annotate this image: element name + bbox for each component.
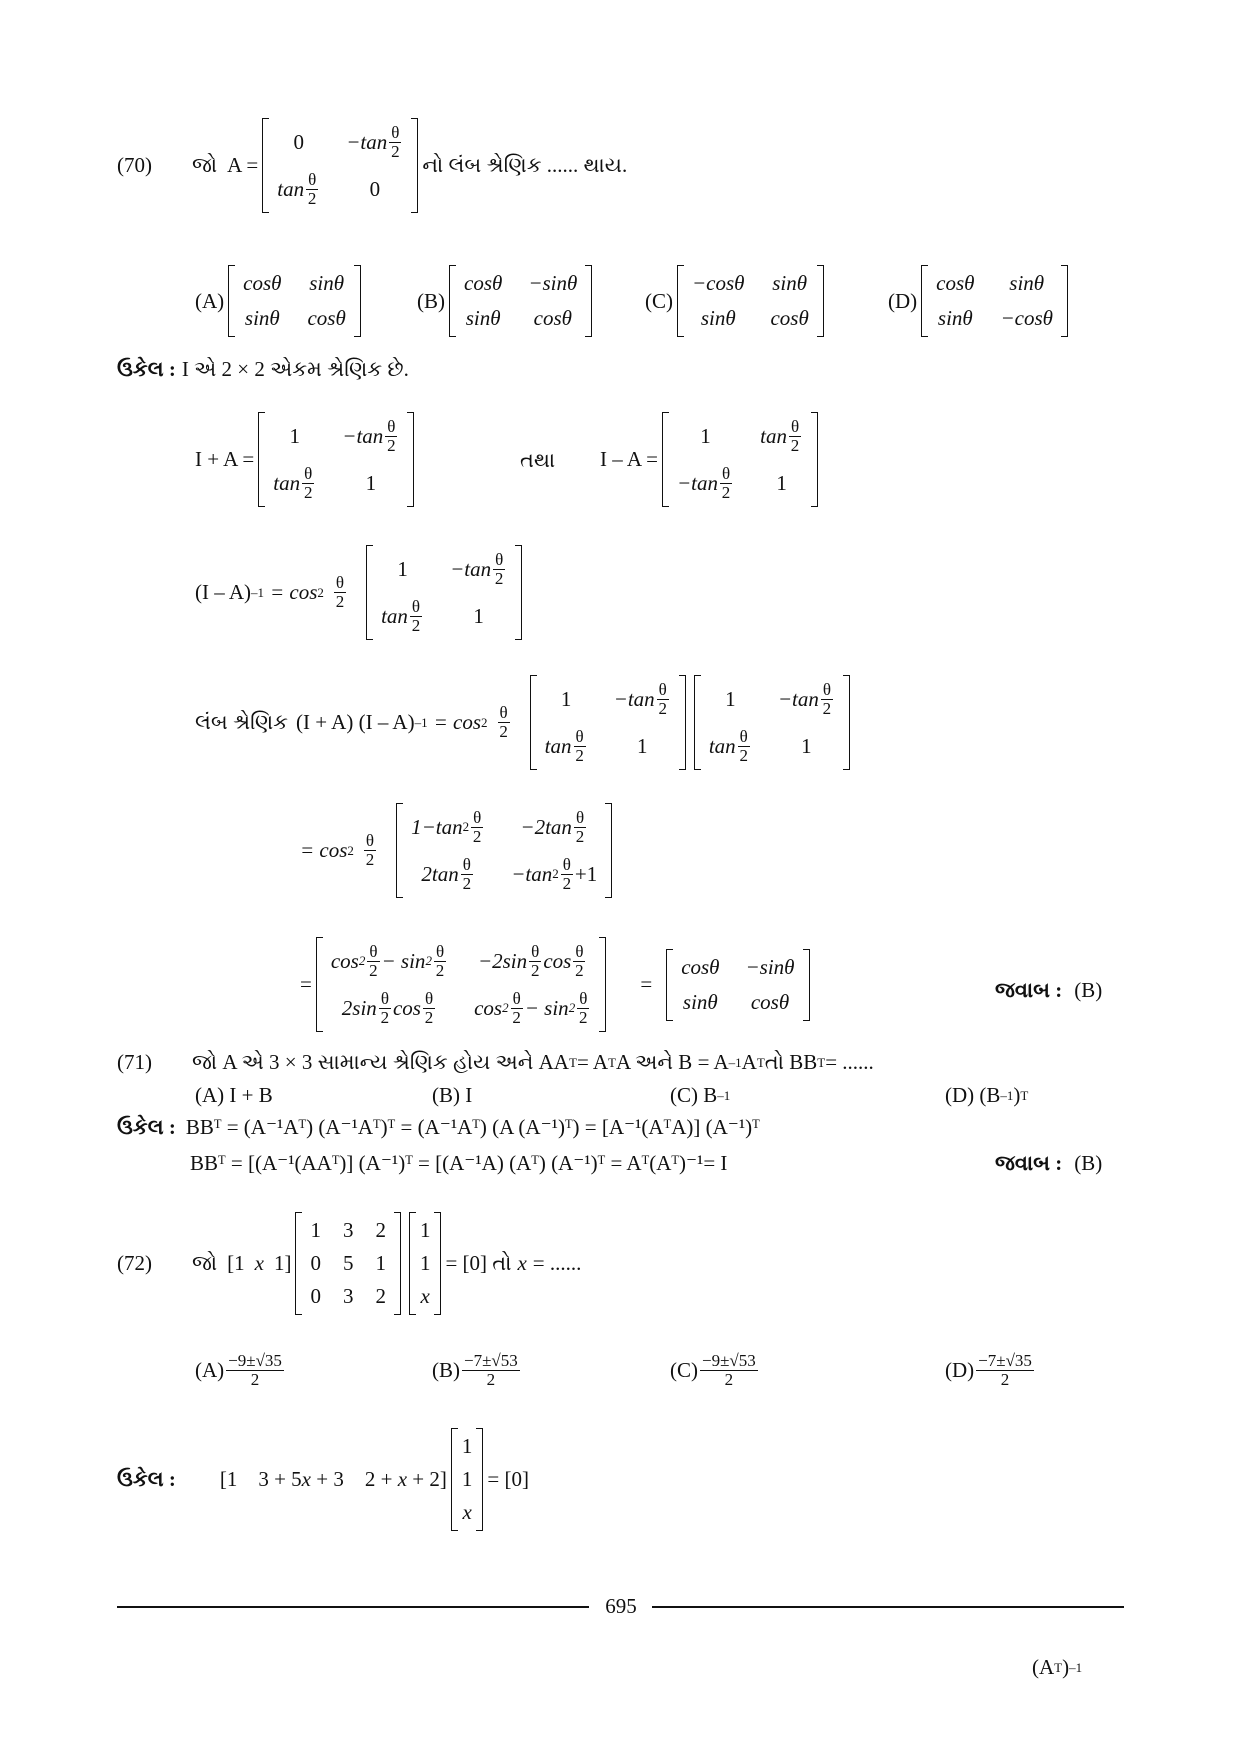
q71-option-c: (C) B –1 <box>670 1083 731 1107</box>
sol70-inverse: (I – A) –1 = cos 2 $\frac{\theta}{2}$ 1 −tan $\frac{\theta}{2}$ tan $\frac{\theta}{2}$ 1 <box>195 545 526 640</box>
sol70-ukel-label: ઉકેલ : <box>117 357 176 381</box>
q71-solution-line1: ઉકેલ : BBᵀ = (A⁻¹Aᵀ) (A⁻¹Aᵀ)ᵀ = (A⁻¹Aᵀ) (A (A⁻¹)ᵀ) = [A⁻¹(AᵀA)] (A⁻¹)ᵀ <box>117 1115 760 1139</box>
q70-matrix-a: 0 −tan $\frac{\theta}{2}$ tan $\frac{\theta}{2}$ 0 <box>262 118 418 213</box>
footer-corner-note: (A T ) –1 <box>1032 1655 1083 1679</box>
q70-jo: જો <box>192 153 218 178</box>
q70-option-a: (A) cosθ sinθ sinθ cosθ <box>195 265 365 337</box>
q70-m10: tan <box>277 176 305 201</box>
q72-matrix-cell-2: 2 <box>375 1218 386 1242</box>
q71-option-d: (D) (B –1 ) T <box>945 1083 1029 1107</box>
q72-matrix-cell-5: 1 <box>375 1251 386 1275</box>
q72-column-cell-1: 1 <box>419 1251 431 1275</box>
q70-m01: −tan <box>346 129 388 154</box>
q72-matrix-cell-0: 1 <box>310 1218 321 1242</box>
footer-rule-left <box>117 1606 589 1608</box>
q72-column-cell-0: 1 <box>419 1218 431 1242</box>
q71-solution-line2: BBᵀ = [(A⁻¹(AAᵀ)] (A⁻¹)ᵀ = [(A⁻¹A) (Aᵀ) (A⁻¹)ᵀ = Aᵀ(Aᵀ)⁻¹= I <box>190 1151 728 1175</box>
q72-option-a: (A) $\frac{-9\pm√35}{2}$ <box>195 1351 282 1389</box>
q72-statement: (72) જો [1 x 1] 1 3 2 0 5 1 0 3 2 1 1 x = [0] તો x = ...... <box>117 1212 581 1315</box>
sol70-answer: જવાબ : (B) <box>995 978 1103 1002</box>
q70-option-b: (B) cosθ −sinθ sinθ cosθ <box>417 265 596 337</box>
footer-rule-right <box>652 1606 1124 1608</box>
sol70-tatha: તથા <box>520 448 556 472</box>
q72-column <box>409 1212 442 1315</box>
q72-solution: ઉકેલ : [1 3 + 5 x + 3 2 + x + 2] 1 1 x = [0] <box>117 1428 529 1531</box>
q72-solution-column-cell-0: 1 <box>461 1434 473 1458</box>
sol70-i-plus-a: I + A = 1 −tan $\frac{\theta}{2}$ tan $\frac{\theta}{2}$ 1 <box>195 412 418 507</box>
q72-matrix <box>295 1212 401 1315</box>
q70-m11: 0 <box>369 176 381 201</box>
q71-option-b: (B) I <box>432 1083 473 1107</box>
sol70-step-expanded: = cos 2 $\frac{\theta}{2}$ 1−tan 2 $\frac{\theta}{2}$ −2tan $\frac{\theta}{2}$ 2tan $\frac{\theta}{2}$ −tan 2 $\frac{\theta}{2}$ +1 <box>300 803 616 898</box>
sol70-step-final: = cos 2 $\frac{\theta}{2}$ − sin 2 $\frac{\theta}{2}$ −2sin $\frac{\theta}{2}$ cos $\frac{\theta}{2}$ 2sin $\frac{\theta}{2}$ cos $\frac{\theta}{2}$ cos 2 $\frac{\theta}{2}$ − sin 2 $\frac{\theta}{2}$ = cosθ −sinθ sinθ cosθ <box>300 937 814 1032</box>
q72-option-d: (D) $\frac{-7\pm√35}{2}$ <box>945 1351 1032 1389</box>
sol70-orthogonal-product: લંબ શ્રેણિક (I + A) (I – A) –1 = cos 2 $\frac{\theta}{2}$ 1 −tan $\frac{\theta}{2}$ tan $\frac{\theta}{2}$ 1 1 −tan $\frac{\theta}{2}$ tan $\frac{\theta}{2}$ 1 <box>195 675 854 770</box>
q70-number: (70) <box>117 153 152 178</box>
q71-option-a: (A) I + B <box>195 1083 273 1107</box>
q72-matrix-cell-4: 5 <box>342 1251 354 1275</box>
q72-matrix-cell-7: 3 <box>342 1284 354 1308</box>
q72-matrix-cell-8: 2 <box>375 1284 386 1308</box>
q71-answer: જવાબ : (B) <box>995 1151 1103 1175</box>
sol70-i-minus-a: I – A = 1 tan $\frac{\theta}{2}$ −tan $\frac{\theta}{2}$ 1 <box>600 412 822 507</box>
q70-a-eq: A = <box>227 153 259 178</box>
page-number: 695 <box>605 1594 637 1618</box>
q70-statement <box>117 118 627 213</box>
q72-solution-column-cell-1: 1 <box>461 1467 473 1491</box>
q70-option-c: (C) −cosθ sinθ sinθ cosθ <box>645 265 828 337</box>
q72-column-cell-2: x <box>420 1284 430 1308</box>
q70-suffix: નો લંબ શ્રેણિક ...... થાય. <box>422 153 628 178</box>
q72-option-c: (C) $\frac{-9\pm√53}{2}$ <box>670 1351 756 1389</box>
q70-option-d: (D) cosθ sinθ sinθ −cosθ <box>888 265 1072 337</box>
q70-m00: 0 <box>293 129 304 154</box>
q72-matrix-cell-3: 0 <box>310 1251 321 1275</box>
q72-matrix-cell-1: 3 <box>342 1218 354 1242</box>
sol70-intro <box>117 357 409 382</box>
q72-solution-column-cell-2: x <box>462 1500 472 1524</box>
q72-option-b: (B) $\frac{-7\pm√53}{2}$ <box>432 1351 518 1389</box>
q72-matrix-cell-6: 0 <box>310 1284 321 1308</box>
sol70-intro-text: I એ 2 × 2 એકમ શ્રેણિક છે. <box>181 357 409 381</box>
q71-statement: (71) જો A એ 3 × 3 સામાન્ય શ્રેણિક હોય અને AA T = A T A અને B = A –1 A T તો BB T = ...... <box>117 1050 874 1074</box>
